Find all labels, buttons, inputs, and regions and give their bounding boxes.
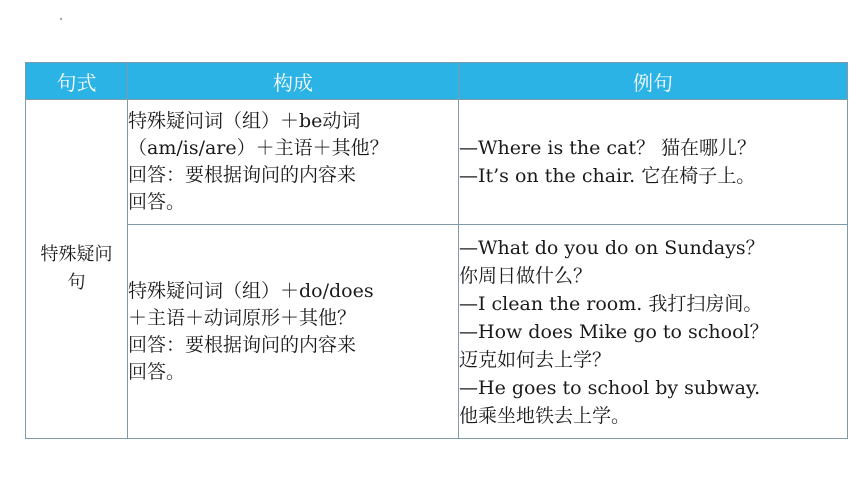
example-line: —Where is the cat？ 猫在哪儿？ [459, 137, 757, 159]
structure-line: 回答：要根据询问的内容来 [128, 164, 357, 186]
example-cell [459, 100, 848, 225]
example-line: —How does Mike go to school？ [459, 320, 769, 343]
table-row [26, 100, 848, 225]
structure-line: 回答。 [128, 360, 186, 383]
example-line: —He goes to school by subway. [459, 376, 761, 399]
example-line: 迈克如何去上学？ [459, 348, 612, 371]
header-row [26, 63, 848, 100]
structure-line: 特殊疑问词（组）＋do/does [128, 279, 374, 302]
header-sentence-type: 句式 [26, 63, 128, 100]
table-row [26, 225, 848, 439]
structure-cell [128, 225, 459, 439]
structure-line: （am/is/are）＋主语＋其他？ [128, 137, 389, 159]
example-line: —I clean the room. 我打扫房间。 [459, 292, 763, 315]
header-example: 例句 [459, 63, 848, 100]
structure-line: 回答。 [128, 191, 186, 213]
example-cell [459, 225, 848, 439]
header-structure: 构成 [128, 63, 459, 100]
structure-line: 回答：要根据询问的内容来 [128, 333, 357, 356]
sentence-type-label: 特殊疑问句 [40, 244, 113, 293]
decorative-dot [60, 18, 62, 20]
grammar-table [25, 62, 848, 439]
example-line: —What do you do on Sundays？ [459, 236, 765, 259]
example-line: 你周日做什么？ [459, 264, 593, 287]
structure-cell [128, 100, 459, 225]
sentence-type-cell [26, 100, 128, 439]
structure-line: 特殊疑问词（组）＋be动词 [128, 110, 361, 132]
structure-line: ＋主语＋动词原形＋其他？ [128, 306, 357, 329]
example-line: —It’s on the chair. 它在椅子上。 [459, 165, 756, 187]
example-line: 他乘坐地铁去上学。 [459, 404, 631, 427]
